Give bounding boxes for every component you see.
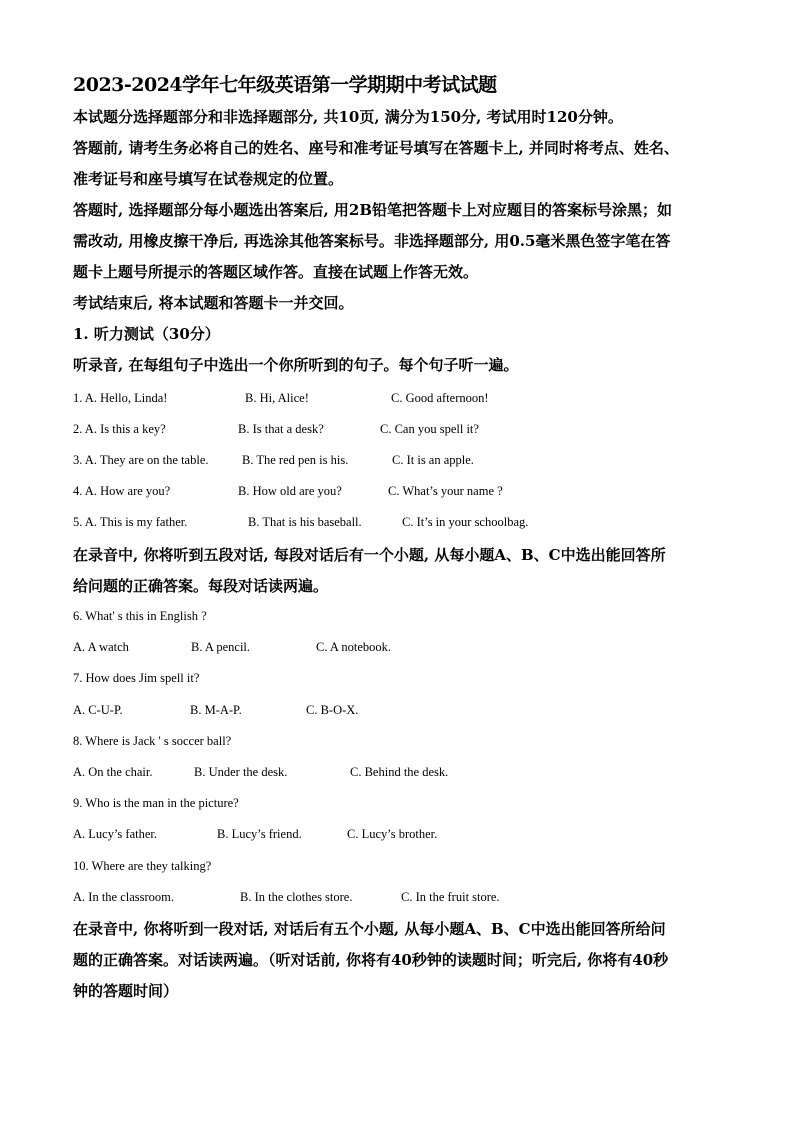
- question-text: 8. Where is Jack ' s soccer ball?: [73, 734, 232, 748]
- instruction-line: 在录音中, 你将听到五段对话, 每段对话后有一个小题, 从每小题A、B、C中选出能回答所: [73, 546, 666, 564]
- question-text: 7. How does Jim spell it?: [73, 671, 200, 685]
- option-b: B. M-A-P.: [190, 703, 242, 717]
- option-a: A. On the chair.: [73, 765, 153, 779]
- option-a: 4. A. How are you?: [73, 484, 171, 498]
- option-c: C. Lucy’s brother.: [347, 827, 438, 841]
- option-a: A. A watch: [73, 640, 129, 654]
- option-b: B. Hi, Alice!: [245, 391, 309, 405]
- option-b: B. Lucy’s friend.: [217, 827, 302, 841]
- question-row: [73, 453, 209, 468]
- question-text: 10. Where are they talking?: [73, 859, 212, 873]
- instructions-block: [73, 102, 723, 381]
- option-a: A. In the classroom.: [73, 890, 175, 904]
- option-c: C. It is an apple.: [392, 453, 474, 467]
- instruction-line: 答题前, 请考生务必将自己的姓名、座号和准考证号填写在答题卡上, 并同时将考点、姓名、: [73, 139, 679, 157]
- option-a: 3. A. They are on the table.: [73, 453, 209, 467]
- option-b: B. In the clothes store.: [240, 890, 353, 904]
- instruction-line: 钟的答题时间）: [73, 982, 179, 1000]
- option-b: B. How old are you?: [238, 484, 342, 498]
- section-title: 1. 听力测试（30分）: [73, 325, 220, 343]
- question-row: [73, 422, 166, 437]
- page-title: 2023-2024学年七年级英语第一学期期中考试试题: [73, 74, 497, 96]
- option-c: C. It’s in your schoolbag.: [402, 515, 529, 529]
- option-b: B. That is his baseball.: [248, 515, 362, 529]
- part2-instruction: [73, 540, 723, 602]
- question-row: [73, 515, 187, 530]
- part1-instruction: 听录音, 在每组句子中选出一个你所听到的句子。每个句子听一遍。: [73, 356, 519, 374]
- option-c: C. Can you spell it?: [380, 422, 479, 436]
- option-b: B. Under the desk.: [194, 765, 288, 779]
- option-c: C. A notebook.: [316, 640, 392, 654]
- option-a: A. Lucy’s father.: [73, 827, 158, 841]
- option-a: 5. A. This is my father.: [73, 515, 188, 529]
- part3-instruction: [73, 914, 723, 1007]
- option-c: C. Behind the desk.: [350, 765, 449, 779]
- option-c: C. What’s your name ?: [388, 484, 503, 498]
- instruction-line: 题卡上题号所提示的答题区域作答。直接在试题上作答无效。: [73, 263, 479, 281]
- option-a: 1. A. Hello, Linda!: [73, 391, 168, 405]
- option-c: C. B-O-X.: [306, 703, 359, 717]
- option-a: 2. A. Is this a key?: [73, 422, 166, 436]
- instruction-line: 给问题的正确答案。每段对话读两遍。: [73, 577, 329, 595]
- question-row: [73, 484, 170, 499]
- instruction-line: 答题时, 选择题部分每小题选出答案后, 用2B铅笔把答题卡上对应题目的答案标号涂黑；如: [73, 201, 673, 219]
- instruction-line: 题的正确答案。对话读两遍。（听对话前, 你将有40秒钟的读题时间；听完后, 你将有40秒: [73, 951, 669, 969]
- instruction-line: 考试结束后, 将本试题和答题卡一并交回。: [73, 294, 354, 312]
- question-row: [73, 391, 167, 406]
- option-a: A. C-U-P.: [73, 703, 123, 717]
- instruction-line: 在录音中, 你将听到一段对话, 对话后有五个小题, 从每小题A、B、C中选出能回答所给问: [73, 920, 666, 938]
- option-b: B. Is that a desk?: [238, 422, 324, 436]
- instruction-line: 需改动, 用橡皮擦干净后, 再选涂其他答案标号。非选择题部分, 用0.5毫米黑色签字笔在答: [73, 232, 671, 250]
- option-c: C. In the fruit store.: [401, 890, 500, 904]
- option-b: B. The red pen is his.: [242, 453, 349, 467]
- question-text: 6. What' s this in English ?: [73, 609, 207, 623]
- option-c: C. Good afternoon!: [391, 391, 489, 405]
- option-b: B. A pencil.: [191, 640, 251, 654]
- question-text: 9. Who is the man in the picture?: [73, 796, 239, 810]
- instruction-line: 准考证号和座号填写在试卷规定的位置。: [73, 170, 344, 188]
- instruction-line: 本试题分选择题部分和非选择题部分, 共10页, 满分为150分, 考试用时120分钟。: [73, 108, 623, 126]
